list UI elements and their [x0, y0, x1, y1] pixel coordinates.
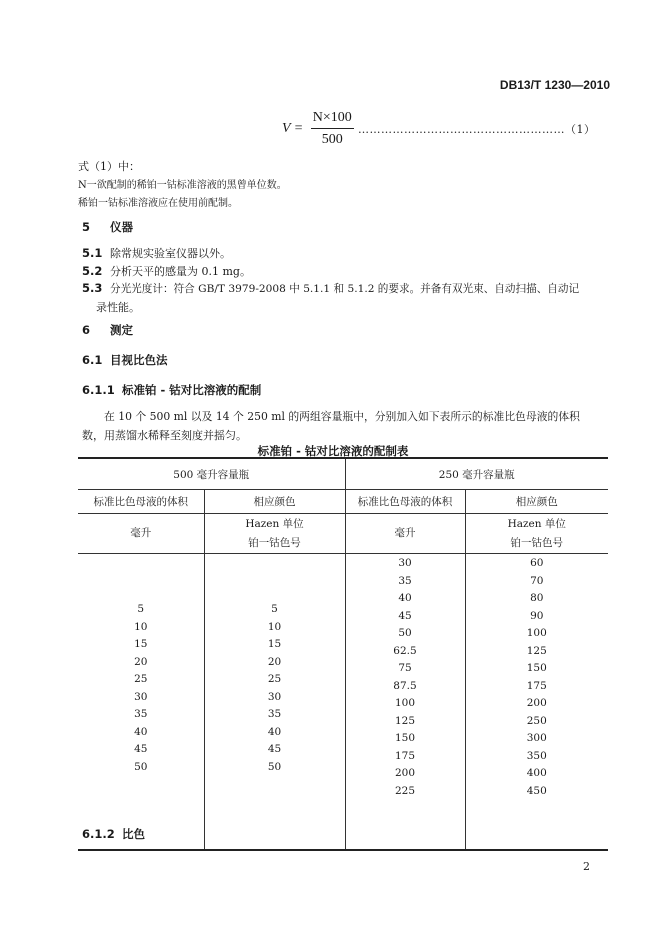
- formula-fraction: [311, 110, 354, 148]
- where-line2: 稀铂一钴标准溶液应在使用前配制。: [78, 198, 238, 209]
- table-value: 400: [526, 767, 547, 779]
- table-value: 100: [394, 697, 416, 709]
- paragraph-line2: 数，用蒸馏水稀释至刻度并摇匀。: [82, 429, 247, 442]
- table-value: 40: [398, 592, 412, 604]
- table-value: 5: [271, 603, 278, 615]
- document-id: DB13/T 1230—2010: [499, 78, 610, 92]
- formula-numerator: N×100: [311, 110, 354, 129]
- table-value: 200: [394, 767, 416, 779]
- formula-label: （1）: [565, 123, 596, 136]
- table-value: 30: [398, 557, 412, 569]
- table-value: 20: [267, 655, 282, 668]
- table-value: 87.5: [393, 679, 417, 692]
- col-color-500: 相应颜色: [204, 490, 345, 514]
- table-value: 35: [267, 708, 282, 720]
- table-value: 150: [394, 732, 416, 744]
- col-volume-500: 标准比色母液的体积: [78, 490, 204, 514]
- table-value: 20: [134, 655, 148, 668]
- table-value: 30: [134, 690, 148, 703]
- item-5-3: 5.3 分光光度计：符合 GB/T 3979-2008 中 5.1.1 和 5.1.2 的要求。并备有双光束、自动扫描、自动记: [82, 281, 580, 295]
- unit-ml-500: 毫升: [78, 514, 204, 554]
- table-value: 90: [530, 609, 544, 622]
- table-value: 70: [530, 574, 544, 587]
- table-value: 125: [526, 644, 547, 657]
- section-5-heading: 5 仪器: [82, 220, 133, 234]
- table-value: 10: [267, 620, 282, 633]
- table-value: 25: [267, 673, 282, 685]
- table-value: 45: [134, 743, 148, 755]
- item-5-3-cont: 录性能。: [96, 301, 140, 314]
- table-value: 50: [134, 760, 148, 773]
- table-value: 175: [394, 749, 416, 762]
- table-value: 150: [526, 662, 547, 674]
- table-value: 80: [530, 592, 544, 604]
- table-value: 300: [526, 732, 547, 744]
- section-6-1-1-heading: 6.1.1 标准铂 - 钴对比溶液的配制: [82, 383, 262, 397]
- formula-leader: ………………………………………………（1）: [358, 123, 596, 136]
- table-value: 60: [530, 557, 544, 569]
- unit-hazen-500: Hazen 单位 铂一钴色号: [204, 514, 345, 554]
- unit-ml-250: 毫升: [345, 514, 465, 554]
- table-value: 125: [394, 714, 416, 727]
- vol-250-cell: [345, 554, 465, 851]
- table-value: 200: [526, 697, 547, 709]
- unit-hazen-250: Hazen 单位 铂一钴色号: [465, 514, 608, 554]
- table-value: 350: [526, 749, 547, 762]
- item-5-1: 5.1 除常规实验室仪器以外。: [82, 246, 231, 260]
- table-caption: 标准铂 - 钴对比溶液的配制表: [257, 444, 409, 458]
- section-6-heading: 6 测定: [82, 323, 133, 337]
- formula-denominator: 500: [321, 132, 343, 147]
- table-value: 10: [134, 620, 148, 633]
- section-6-1-2-heading: 6.1.2 比色: [82, 827, 145, 841]
- table-value: 450: [526, 784, 547, 797]
- table-value: 50: [267, 760, 282, 773]
- section-6-1-heading: 6.1 目视比色法: [82, 353, 168, 367]
- item-5-2: 5.2 分析天平的感量为 0.1 mg。: [82, 264, 251, 278]
- group-500ml-header: 500 毫升容量瓶: [78, 458, 345, 490]
- table-value: 175: [526, 679, 547, 692]
- table-value: 45: [267, 743, 282, 755]
- paragraph-line1: 在 10 个 500 ml 以及 14 个 250 ml 的两组容量瓶中，分别加入如下表所示的标准比色母液的体积: [104, 410, 580, 423]
- table-value: 5: [137, 603, 145, 615]
- col-volume-250: 标准比色母液的体积: [345, 490, 465, 514]
- table-value: 15: [134, 638, 148, 650]
- page-number: 2: [583, 860, 590, 873]
- table-value: 35: [398, 574, 412, 587]
- where-line1: N一欲配制的稀铂一钴标准溶液的黑曾单位数。: [78, 180, 287, 191]
- table-value: 250: [526, 714, 547, 727]
- table-value: 62.5: [393, 644, 417, 657]
- table-value: 25: [134, 673, 148, 685]
- color-500-cell: [204, 554, 345, 851]
- formula-lhs: V =: [282, 121, 304, 137]
- col-color-250: 相应颜色: [465, 490, 608, 514]
- color-250-cell: [465, 554, 608, 851]
- table-value: 50: [398, 627, 412, 639]
- formula-1: [282, 110, 354, 148]
- table-value: 30: [267, 690, 282, 703]
- vol-500-cell: [78, 554, 204, 851]
- table-value: 40: [267, 725, 282, 738]
- table-value: 35: [134, 708, 148, 720]
- table-value: 100: [526, 627, 547, 639]
- color-standard-table: [78, 457, 608, 851]
- table-value: 225: [394, 784, 416, 797]
- table-value: 40: [134, 725, 148, 738]
- group-250ml-header: 250 毫升容量瓶: [345, 458, 608, 490]
- table-value: 45: [398, 609, 412, 622]
- table-value: 15: [267, 638, 282, 650]
- where-intro: 式（1）中：: [78, 160, 140, 173]
- table-value: 75: [398, 662, 412, 674]
